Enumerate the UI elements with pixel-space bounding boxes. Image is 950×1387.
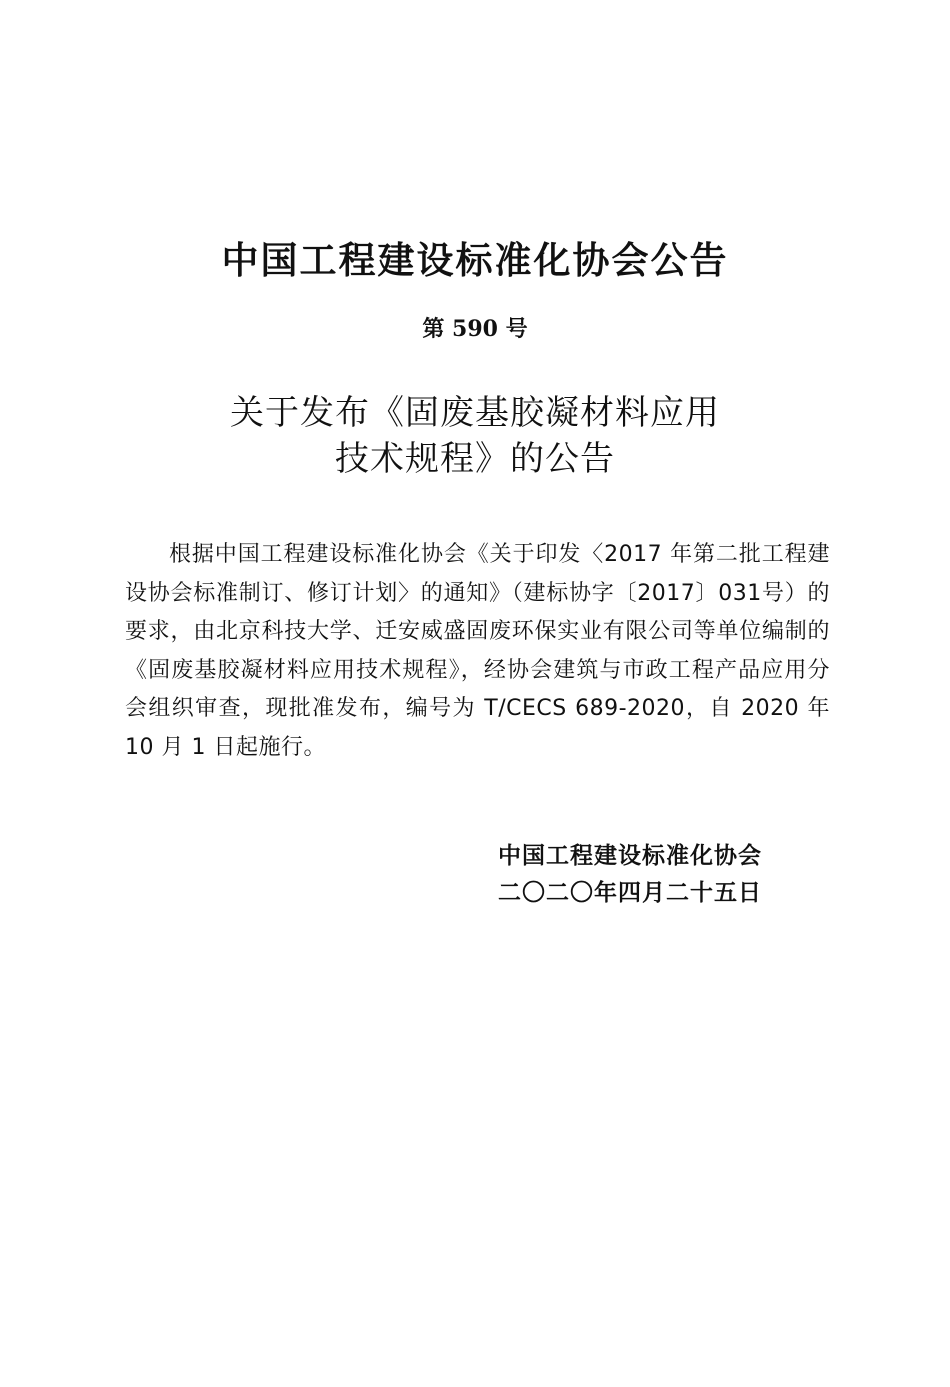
announcement-number: 第 590 号 xyxy=(422,316,528,342)
organization-title: 中国工程建设标准化协会公告 xyxy=(221,239,729,282)
notice-body xyxy=(125,536,830,768)
signature-block xyxy=(498,838,762,912)
notice-title-line-1: 关于发布《固废基胶凝材料应用 xyxy=(230,393,720,433)
issue-date: 二〇二〇年四月二十五日 xyxy=(498,880,762,906)
notice-title-line-2: 技术规程》的公告 xyxy=(335,439,615,479)
notice-title xyxy=(0,390,950,482)
issuer-name: 中国工程建设标准化协会 xyxy=(498,843,762,869)
body-paragraph: 根据中国工程建设标准化协会《关于印发〈2017 年第二批工程建设协会标准制订、修订计划〉的通知》（建标协字〔2017〕031号）的要求，由北京科技大学、迁安威盛固废环保实业有限公司等单位编制的《固废基胶凝材料应用技术规程》，经协会建筑与市政工程产品应用分会组织审查，现批准发布，编号为 T/CECS 689-2020，自 2020 年 10 月 1 日起施行。 xyxy=(125,542,830,760)
